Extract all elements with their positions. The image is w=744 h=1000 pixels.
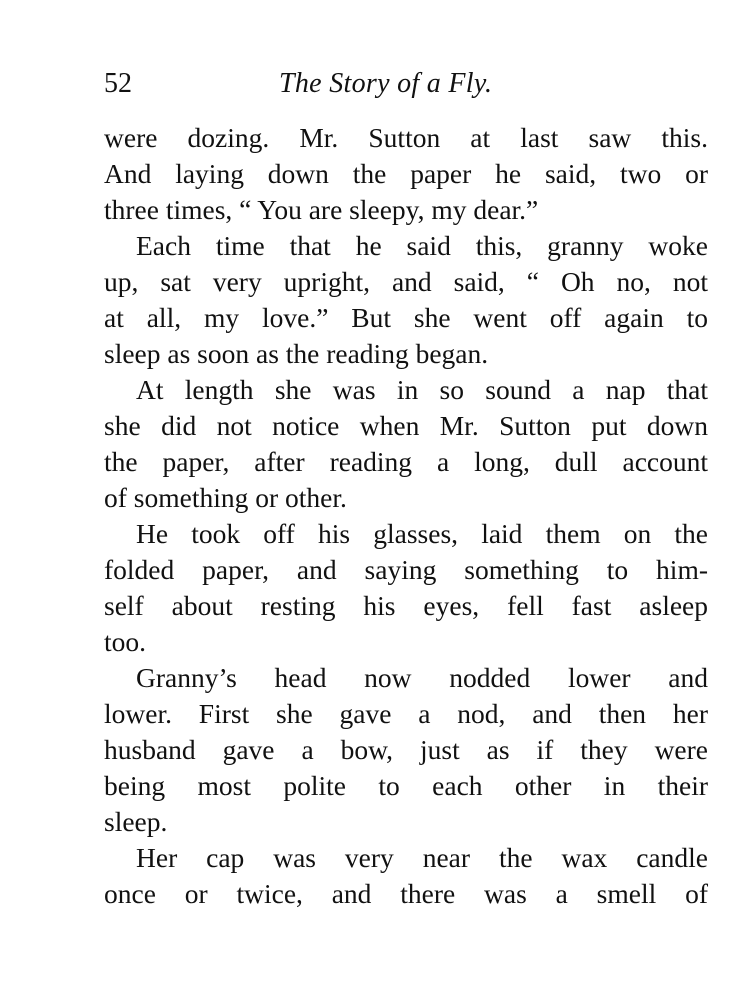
running-head [104, 68, 708, 108]
page-number: 52 [104, 68, 132, 99]
body-text [104, 120, 708, 912]
text-line: at all, my love.” But she went off again to [104, 302, 708, 333]
text-line: sleep as soon as the reading began. [104, 338, 489, 369]
paragraph-start-line: He took off his glasses, laid them on the [136, 518, 708, 549]
text-line: being most polite to each other in their [104, 770, 708, 801]
paragraph-start-line: At length she was in so sound a nap that [136, 374, 708, 405]
text-line: three times, “ You are sleepy, my dear.” [104, 194, 539, 225]
paragraph-start-line: Each time that he said this, granny woke [136, 230, 708, 261]
text-line: sleep. [104, 806, 168, 837]
text-line: self about resting his eyes, fell fast asleep [104, 590, 708, 621]
text-line: And laying down the paper he said, two or [104, 158, 708, 189]
text-line: too. [104, 626, 147, 657]
text-line: up, sat very upright, and said, “ Oh no, not [104, 266, 708, 297]
text-line: once or twice, and there was a smell of [104, 878, 708, 909]
paragraph-start-line: Her cap was very near the wax candle [136, 842, 708, 873]
text-line: the paper, after reading a long, dull account [104, 446, 708, 477]
text-line: she did not notice when Mr. Sutton put down [104, 410, 708, 441]
running-title: The Story of a Fly. [279, 68, 493, 99]
text-line: of something or other. [104, 482, 347, 513]
text-line: lower. First she gave a nod, and then her [104, 698, 708, 729]
paragraph-start-line: Granny’s head now nodded lower and [136, 662, 708, 693]
text-line: were dozing. Mr. Sutton at last saw this. [104, 122, 708, 153]
text-line: folded paper, and saying something to him- [104, 554, 708, 585]
text-line: husband gave a bow, just as if they were [104, 734, 708, 765]
